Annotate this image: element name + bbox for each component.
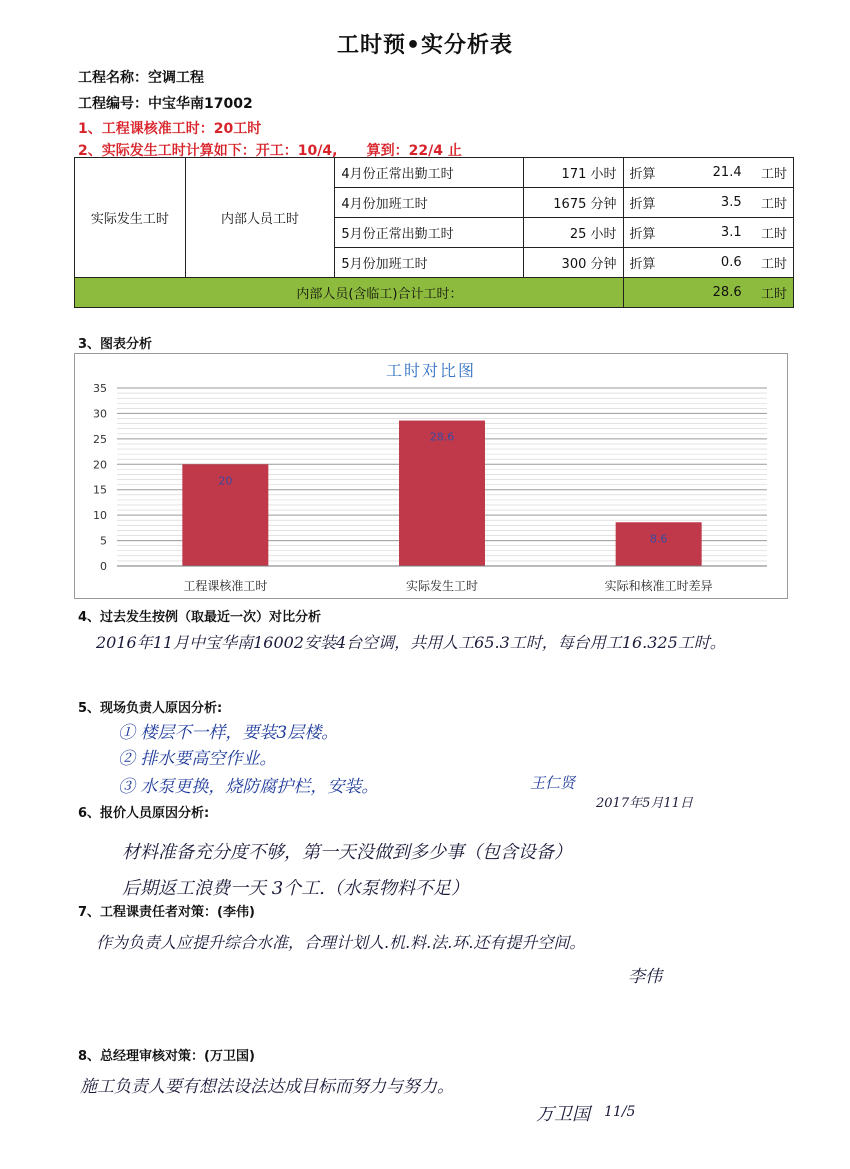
total-row — [75, 278, 794, 308]
project-no-line — [78, 93, 253, 113]
row-item: 5月份加班工时 — [335, 248, 524, 278]
row-unit: 工时 — [748, 218, 794, 248]
row-item: 5月份正常出勤工时 — [335, 218, 524, 248]
y-tick-label: 10 — [93, 509, 107, 523]
engineering-signature: 李伟 — [628, 967, 662, 987]
gm-date: 11/5 — [604, 1104, 636, 1120]
project-name: 空调工程 — [148, 70, 204, 86]
project-no-label: 工程编号： — [78, 96, 148, 112]
chart-frame — [74, 353, 788, 599]
row-conv: 折算 — [623, 218, 677, 248]
site-reason-2: ② 排水要高空作业。 — [118, 749, 277, 769]
y-tick-label: 35 — [93, 382, 107, 395]
y-tick-label: 20 — [93, 458, 107, 472]
actual-hours-line: 2、实际发生工时计算如下：开工：10/4, 算到：22/4 止 — [78, 143, 462, 159]
x-tick-label: 实际和核准工时差异 — [604, 579, 713, 593]
row-conv: 折算 — [623, 248, 677, 278]
site-reason-1: ① 楼层不一样，要装3层楼。 — [118, 723, 339, 743]
site-reason-3: ③ 水泵更换，烧防腐护栏，安装。 — [118, 777, 379, 797]
row-unit: 工时 — [748, 188, 794, 218]
section-site-reason-heading: 5、现场负责人原因分析: — [78, 701, 223, 716]
site-signature: 王仁贤 — [530, 774, 576, 792]
row-qty: 25 小时 — [523, 218, 623, 248]
actual-hours-label: 实际发生工时 — [75, 158, 186, 278]
project-no: 中宝华南17002 — [148, 96, 253, 112]
quote-reason-1: 材料准备充分度不够，第一天没做到多少事（包含设备） — [122, 842, 572, 863]
total-unit: 工时 — [748, 278, 794, 308]
row-unit: 工时 — [748, 158, 794, 188]
row-qty: 171 小时 — [523, 158, 623, 188]
project-name-line — [78, 67, 204, 87]
total-value: 28.6 — [677, 278, 748, 308]
past-case-note: 2016年11月中宝华南16002安装4台空调，共用人工65.3工时，每台用工16.325工时。 — [96, 633, 726, 652]
y-tick-label: 5 — [100, 534, 107, 548]
row-unit: 工时 — [748, 248, 794, 278]
row-val: 3.5 — [677, 188, 748, 218]
y-tick-label: 15 — [93, 483, 107, 497]
y-tick-label: 0 — [100, 560, 107, 573]
row-item: 4月份正常出勤工时 — [335, 158, 524, 188]
section-gm-heading: 8、总经理审核对策：(万卫国) — [78, 1049, 255, 1064]
total-label: 内部人员(含临工)合计工时： — [75, 278, 624, 308]
row-conv: 折算 — [623, 188, 677, 218]
section-engineering-heading: 7、工程课责任者对策：(李伟) — [78, 905, 255, 920]
x-tick-label: 工程课核准工时 — [183, 579, 268, 593]
gm-countermeasure: 施工负责人要有想法设法达成目标而努力与努力。 — [80, 1077, 454, 1097]
chart-title: 工时对比图 — [385, 361, 477, 380]
site-date: 2017年5月11日 — [596, 796, 693, 811]
gm-signature: 万卫国 — [536, 1104, 590, 1125]
table-row — [75, 158, 794, 188]
row-val: 0.6 — [677, 248, 748, 278]
section-chart-heading: 3、图表分析 — [78, 337, 153, 352]
row-conv: 折算 — [623, 158, 677, 188]
bar-data-label: 28.6 — [429, 430, 455, 444]
row-val: 21.4 — [677, 158, 748, 188]
internal-hours-label: 内部人员工时 — [185, 158, 335, 278]
y-tick-label: 30 — [93, 407, 107, 421]
hours-table — [74, 157, 794, 308]
bar-data-label: 20 — [218, 474, 233, 488]
hours-comparison-chart — [75, 354, 787, 598]
bar-data-label: 8.6 — [649, 532, 668, 546]
approved-hours-line: 1、工程课核准工时：20工时 — [78, 121, 262, 137]
y-tick-label: 25 — [93, 432, 107, 446]
project-name-label: 工程名称： — [78, 70, 148, 86]
row-item: 4月份加班工时 — [335, 188, 524, 218]
row-val: 3.1 — [677, 218, 748, 248]
section-quote-reason-heading: 6、报价人员原因分析: — [78, 806, 210, 821]
quote-reason-2: 后期返工浪费一天 3个工.（水泵物料不足） — [122, 878, 469, 899]
row-qty: 300 分钟 — [523, 248, 623, 278]
row-qty: 1675 分钟 — [523, 188, 623, 218]
section-past-case-heading: 4、过去发生按例（取最近一次）对比分析 — [78, 610, 322, 625]
page-title: 工时预•实分析表 — [336, 33, 514, 58]
engineering-countermeasure: 作为负责人应提升综合水准，合理计划人.机.料.法.环.还有提升空间。 — [96, 933, 586, 952]
total-spacer — [623, 278, 677, 308]
x-tick-label: 实际发生工时 — [405, 579, 479, 593]
